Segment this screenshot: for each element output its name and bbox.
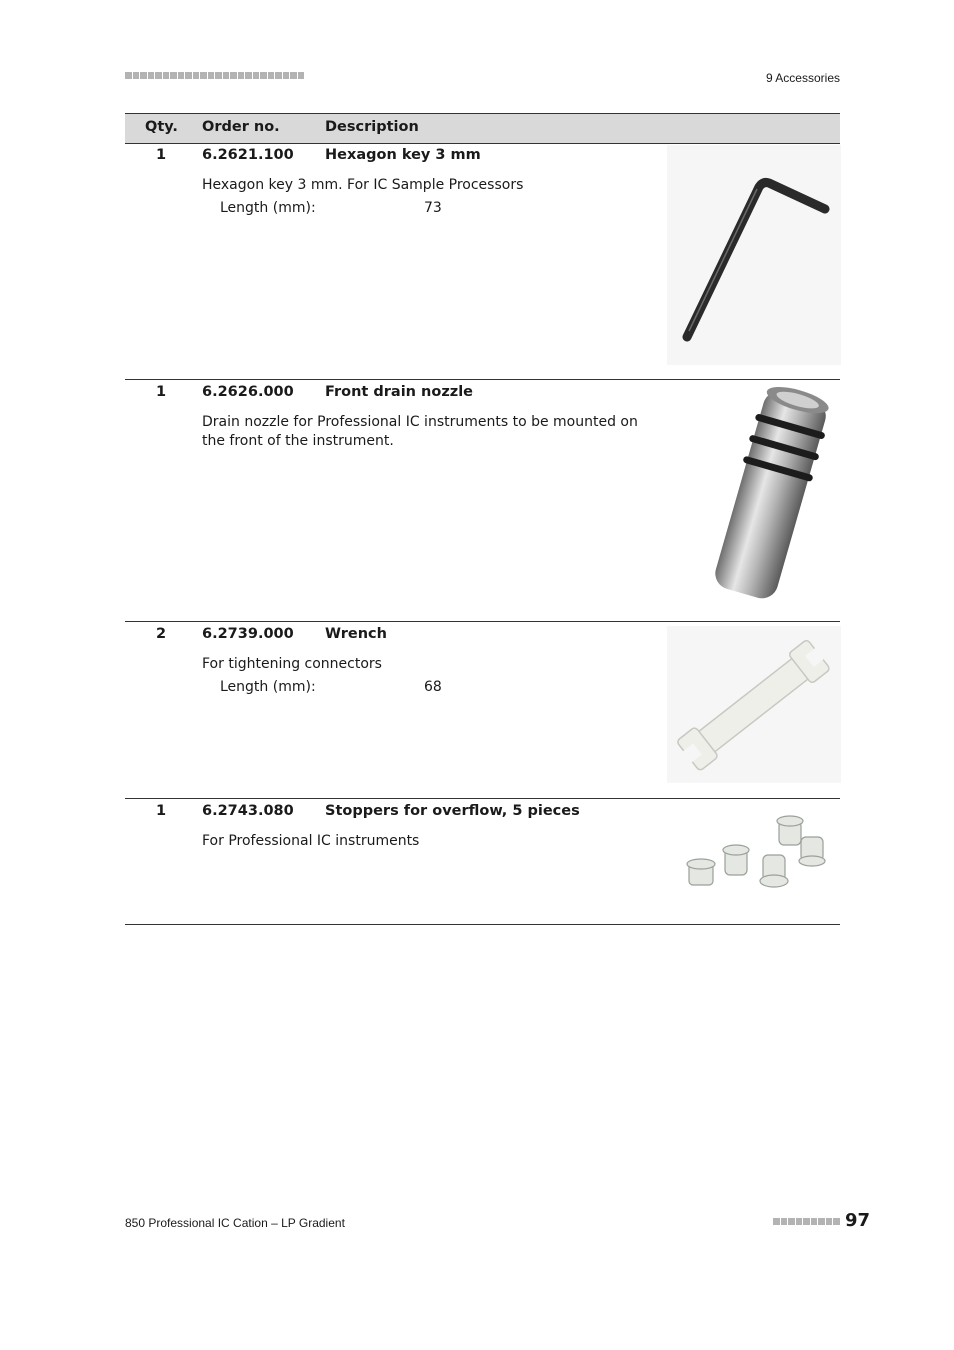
property-value: 73	[424, 200, 442, 216]
column-order-no: Order no.	[202, 119, 280, 135]
row-description: For Professional IC instruments	[202, 833, 420, 849]
chapter-title: 9 Accessories	[765, 71, 840, 85]
table-row	[125, 798, 840, 925]
property-label: Length (mm):	[220, 679, 316, 695]
row-description: Drain nozzle for Professional IC instruments to be mounted on the front of the instrument.	[202, 414, 638, 449]
row-order-no: 6.2739.000	[202, 626, 294, 642]
stoppers-icon	[667, 811, 841, 911]
row-order-no: 6.2743.080	[202, 803, 294, 819]
row-order-no: 6.2621.100	[202, 147, 294, 163]
row-description: Hexagon key 3 mm. For IC Sample Processors	[202, 177, 524, 193]
row-qty: 1	[156, 803, 167, 819]
row-description: For tightening connectors	[202, 656, 382, 672]
table-row	[125, 143, 840, 379]
row-title: Stoppers for overflow, 5 pieces	[325, 803, 580, 819]
column-description: Description	[325, 119, 419, 135]
row-qty: 1	[156, 147, 167, 163]
property-label: Length (mm):	[220, 200, 316, 216]
row-title: Hexagon key 3 mm	[325, 147, 481, 163]
page-number: 97	[845, 1210, 871, 1231]
header-decoration	[125, 72, 304, 79]
table-row	[125, 621, 840, 799]
table-header	[125, 113, 840, 144]
row-order-no: 6.2626.000	[202, 384, 294, 400]
row-qty: 2	[156, 626, 167, 642]
wrench-icon	[667, 626, 841, 783]
document-title: 850 Professional IC Cation – LP Gradient	[125, 1216, 345, 1230]
row-title: Front drain nozzle	[325, 384, 474, 400]
footer-decoration	[773, 1218, 840, 1225]
row-qty: 1	[156, 384, 167, 400]
table-end-rule	[125, 924, 840, 925]
row-title: Wrench	[325, 626, 387, 642]
hexagon-key-icon	[667, 145, 841, 365]
drain-nozzle-icon	[667, 384, 841, 608]
column-qty: Qty.	[145, 119, 178, 135]
table-row	[125, 379, 840, 622]
property-value: 68	[424, 679, 442, 695]
